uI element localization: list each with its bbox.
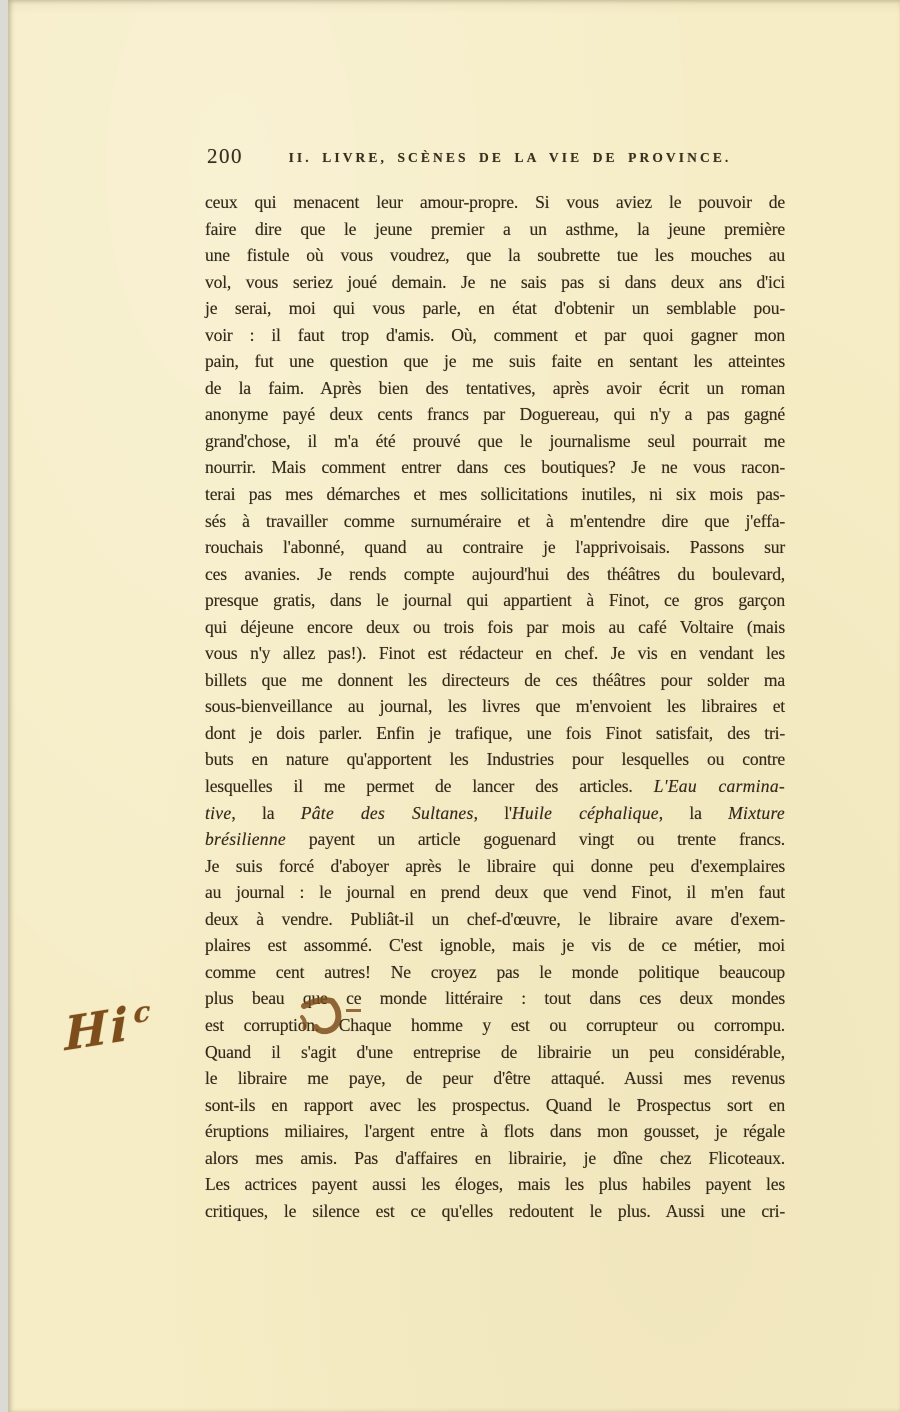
text-line: comme cent autres! Ne croyez pas le monde politique beaucoup (205, 961, 785, 982)
text-line: vol, vous seriez joué demain. Je ne sais pas si dans deux ans d'ici (205, 271, 785, 292)
book-page (8, 0, 900, 1412)
text-line: est corruption. Chaque homme y est ou corrupteur ou corrompu. (205, 1014, 785, 1035)
text-line: plaires est assommé. C'est ignoble, mais je vis de ce métier, moi (205, 935, 785, 956)
text-line: Quand il s'agit d'une entreprise de librairie un peu considérable, (205, 1041, 785, 1062)
text-line: voir : il faut trop d'amis. Où, comment et par quoi gagner mon (205, 324, 785, 345)
text-line: de la faim. Après bien des tentatives, après avoir écrit un roman (205, 377, 785, 398)
text-line: ceux qui menacent leur amour-propre. Si vous aviez le pouvoir de (205, 192, 785, 212)
text-line: alors mes amis. Pas d'affaires en librairie, je dîne chez Flicoteaux. (205, 1147, 785, 1168)
text-line: deux à vendre. Publiât-il un chef-d'œuvre, le libraire avare d'exem- (205, 908, 785, 929)
margin-annotation-hic (64, 993, 154, 1062)
text-line: buts en nature qu'apportent les Industries pour lesquelles ou contre (205, 749, 785, 770)
text-line: terai pas mes démarches et mes sollicitations inutiles, ni six mois pas- (205, 484, 785, 505)
body-text (205, 189, 785, 1224)
text-line: je serai, moi qui vous parle, en état d'obtenir un semblable pou- (205, 298, 785, 319)
text-line: Je suis forcé d'aboyer après le libraire qui donne peu d'exemplaires (205, 855, 785, 876)
page-header (205, 146, 785, 172)
page-number: 200 (207, 144, 243, 168)
text-line: éruptions miliaires, l'argent entre à flots dans mon gousset, je régale (205, 1121, 785, 1142)
text-line: au journal : le journal en prend deux que vend Finot, il m'en faut (205, 882, 785, 903)
text-line: critiques, le silence est ce qu'elles redoutent le plus. Aussi une cri- (205, 1200, 785, 1221)
text-line: pain, fut une question que je me suis faite en sentant les atteintes (205, 351, 785, 372)
text-line: une fistule où vous voudrez, que la soubrette tue les mouches au (205, 245, 785, 266)
text-line: grand'chose, il m'a été prouvé que le journalisme seul pourrait me (205, 430, 785, 451)
text-line: tive, la Pâte des Sultanes, l'Huile céphalique, la Mixture (205, 802, 785, 823)
margin-annotation-superscript: c (133, 993, 154, 1031)
text-line: anonyme payé deux cents francs par Doguereau, qui n'y a pas gagné (205, 404, 785, 425)
text-line: Les actrices payent aussi les éloges, mais les plus habiles payent les (205, 1174, 785, 1195)
text-line: plus beau que ce monde littéraire : tout dans ces deux mondes (205, 985, 785, 1012)
text-line: dont je dois parler. Enfin je trafique, une fois Finot satisfait, des tri- (205, 722, 785, 743)
text-line: lesquelles il me permet de lancer des articles. L'Eau carmina- (205, 776, 785, 797)
text-line: sous-bienveillance au journal, les livres que m'envoient les libraires et (205, 696, 785, 717)
text-line: sont-ils en rapport avec les prospectus. Quand le Prospectus sort en (205, 1094, 785, 1115)
text-line: presque gratis, dans le journal qui appartient à Finot, ce gros garçon (205, 590, 785, 611)
text-line: rouchais l'abonné, quand au contraire je l'apprivoisais. Passons sur (205, 537, 785, 558)
text-line: vous n'y allez pas!). Finot est rédacteur en chef. Je vis en vendant les (205, 643, 785, 664)
text-line: brésilienne payent un article goguenard vingt ou trente francs. (205, 829, 785, 850)
underlined-word: ce (346, 988, 361, 1012)
running-title: II. LIVRE, SCÈNES DE LA VIE DE PROVINCE. (288, 150, 732, 165)
text-line: nourrir. Mais comment entrer dans ces boutiques? Je ne vous racon- (205, 457, 785, 478)
text-line: billets que me donnent les directeurs de ces théâtres pour solder ma (205, 669, 785, 690)
text-line: faire dire que le jeune premier a un asthme, la jeune première (205, 218, 785, 239)
text-line: qui déjeune encore deux ou trois fois par mois au café Voltaire (mais (205, 616, 785, 637)
text-line: sés à travailler comme surnuméraire et à m'entendre dire que j'effa- (205, 510, 785, 531)
text-line: le libraire me paye, de peur d'être attaqué. Aussi mes revenus (205, 1068, 785, 1089)
margin-annotation-main: Hi (64, 996, 132, 1062)
handwritten-insertion-mark-icon (300, 994, 356, 1040)
text-line: ces avanies. Je rends compte aujourd'hui des théâtres du boulevard, (205, 563, 785, 584)
